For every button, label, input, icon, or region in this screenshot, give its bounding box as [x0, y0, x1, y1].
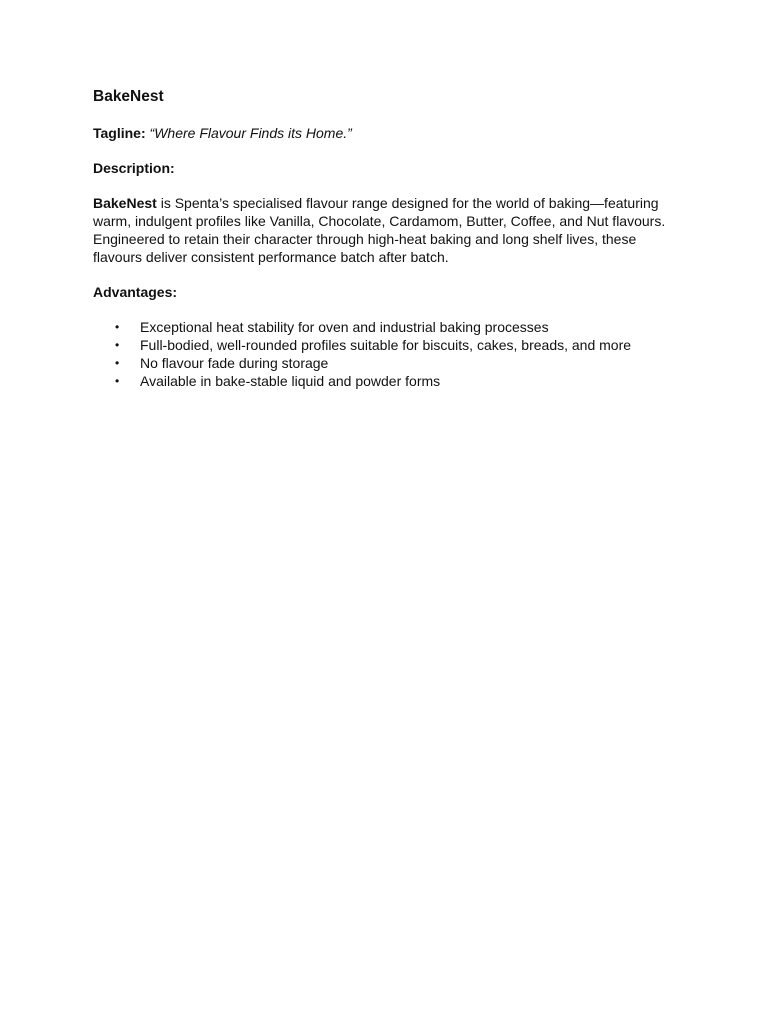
bullet-icon: •	[115, 338, 120, 352]
description-body: is Spenta’s specialised flavour range designed for the world of baking—featuring warm, indulgent profiles like Vanilla, Chocolate, Cardamom, Butter, Coffee, and Nut flavours. Engineered to retain their character through high-heat baking and long shelf lives, these flavours deliver consistent performance batch after batch.	[93, 195, 666, 265]
document-page	[93, 86, 693, 390]
advantage-text: Exceptional heat stability for oven and industrial baking processes	[140, 319, 549, 335]
tagline-text: “Where Flavour Finds its Home.”	[149, 125, 352, 141]
description-brand: BakeNest	[93, 195, 157, 211]
advantage-item	[93, 336, 693, 354]
advantage-text: Available in bake-stable liquid and powder forms	[140, 373, 441, 389]
advantage-item	[93, 354, 693, 372]
bullet-icon: •	[115, 374, 120, 388]
advantage-text: Full-bodied, well-rounded profiles suitable for biscuits, cakes, breads, and more	[140, 337, 632, 353]
advantages-list	[93, 318, 693, 390]
tagline-line	[93, 124, 693, 142]
document-title: BakeNest	[93, 88, 164, 105]
bullet-icon: •	[115, 356, 120, 370]
tagline-label: Tagline:	[93, 125, 146, 141]
advantage-text: No flavour fade during storage	[140, 355, 329, 371]
bullet-icon: •	[115, 320, 120, 334]
advantage-item	[93, 372, 693, 390]
advantages-heading: Advantages:	[93, 284, 178, 300]
description-paragraph	[93, 194, 673, 266]
description-heading: Description:	[93, 160, 175, 176]
advantage-item	[93, 318, 693, 336]
